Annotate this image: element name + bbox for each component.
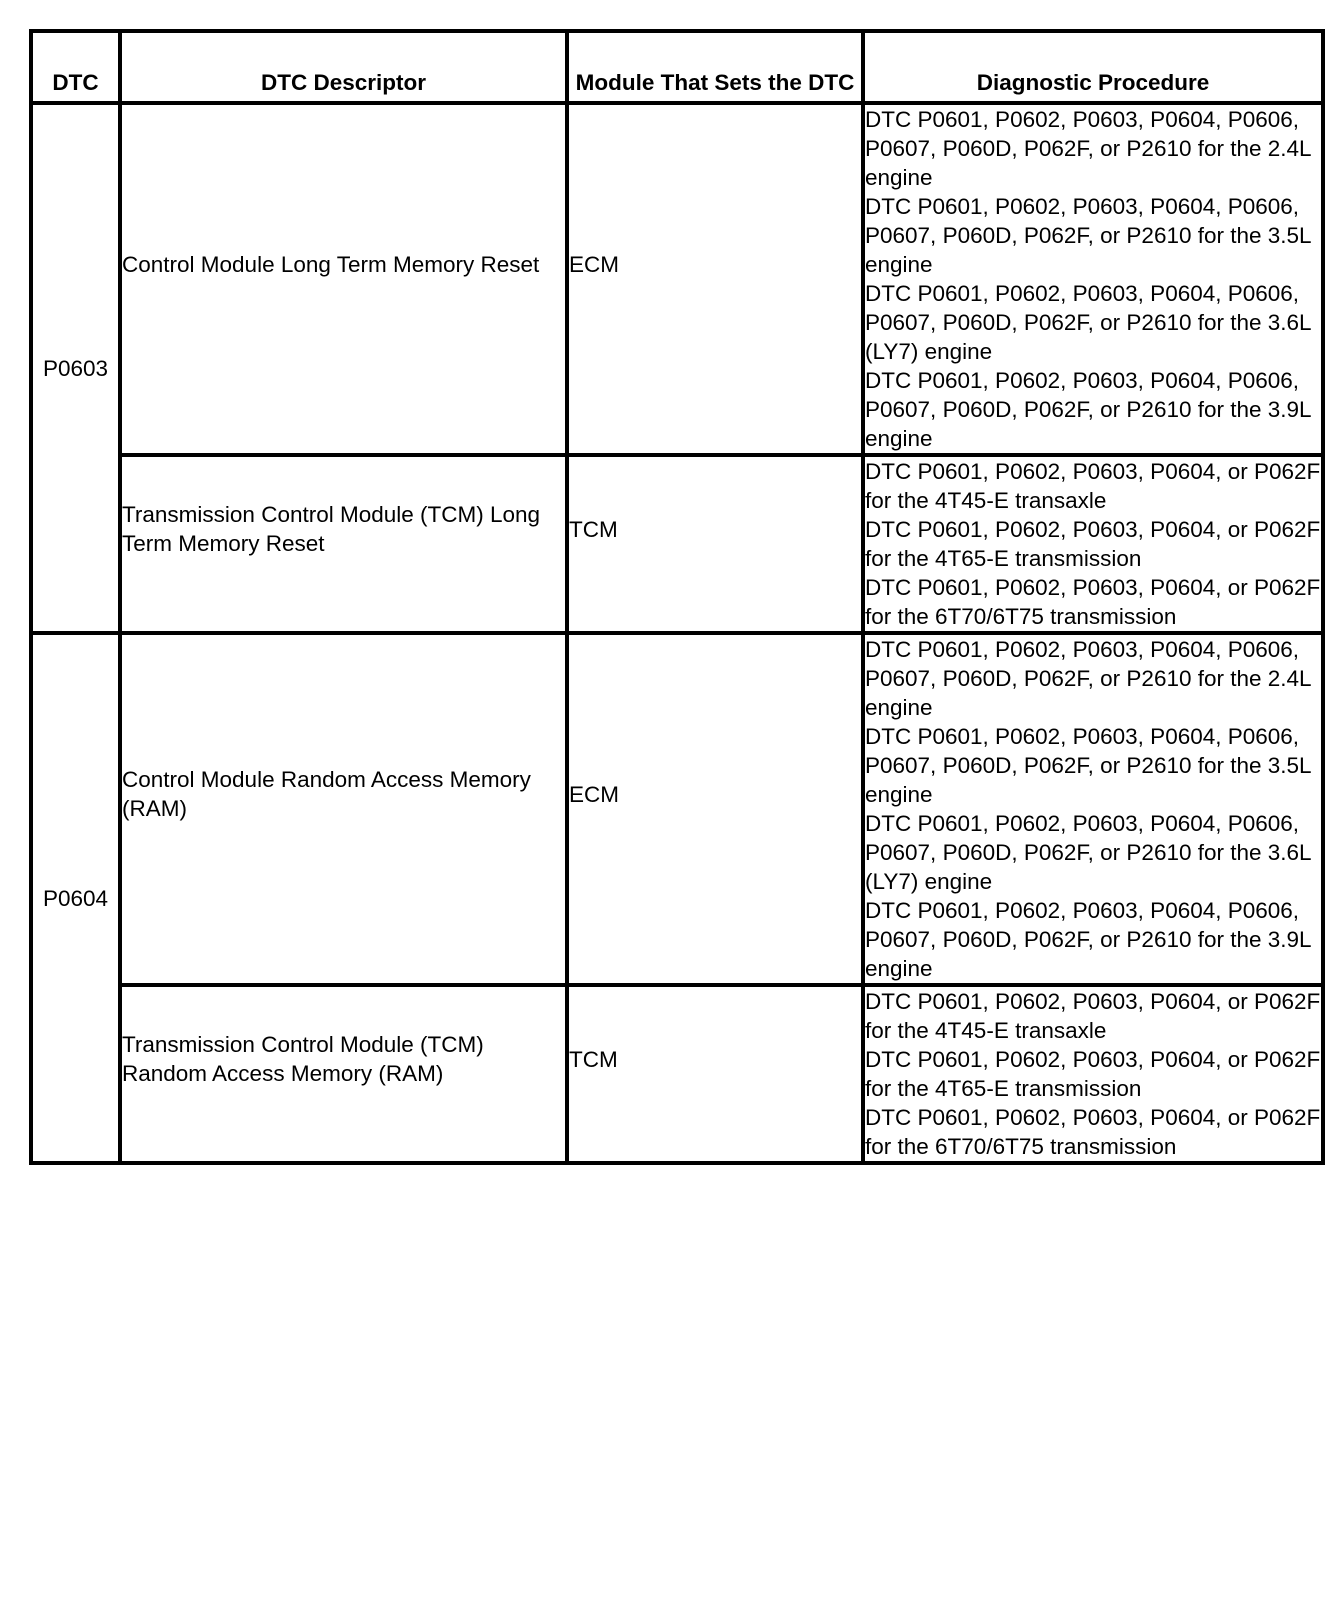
module-cell	[567, 633, 863, 985]
module-text: TCM	[569, 1046, 618, 1072]
descriptor-cell	[120, 985, 567, 1163]
descriptor-text: Transmission Control Module (TCM) Long Term Memory Reset	[122, 502, 541, 556]
module-text: ECM	[569, 781, 619, 807]
table-row	[31, 633, 1323, 985]
module-cell	[567, 985, 863, 1163]
descriptor-text: Transmission Control Module (TCM) Random Access Memory (RAM)	[122, 1032, 484, 1086]
procedure-link[interactable]: DTC P0601, P0602, P0603, P0604, P0606, P0607, P060D, P062F, or P2610 for the 3.9L engine	[865, 368, 1311, 451]
procedure-link[interactable]: DTC P0601, P0602, P0603, P0604, P0606, P0607, P060D, P062F, or P2610 for the 3.5L engine	[865, 194, 1311, 277]
procedure-cell	[863, 455, 1323, 633]
procedure-link[interactable]: DTC P0601, P0602, P0603, P0604, or P062F for the 4T65-E transmission	[865, 517, 1321, 571]
module-cell	[567, 103, 863, 455]
table-row	[31, 455, 1323, 633]
descriptor-cell	[120, 455, 567, 633]
procedure-link[interactable]: DTC P0601, P0602, P0603, P0604, or P062F for the 4T65-E transmission	[865, 1047, 1321, 1101]
descriptor-cell	[120, 103, 567, 455]
header-dtc: DTC	[31, 31, 120, 103]
module-text: TCM	[569, 516, 618, 542]
descriptor-text: Control Module Random Access Memory (RAM)	[122, 767, 531, 821]
procedure-link[interactable]: DTC P0601, P0602, P0603, P0604, P0606, P0607, P060D, P062F, or P2610 for the 3.6L (LY7) engine	[865, 281, 1311, 364]
procedure-cell	[863, 633, 1323, 985]
module-cell	[567, 455, 863, 633]
table-row	[31, 103, 1323, 455]
procedure-link[interactable]: DTC P0601, P0602, P0603, P0604, P0606, P0607, P060D, P062F, or P2610 for the 2.4L engine	[865, 107, 1311, 190]
procedure-link[interactable]: DTC P0601, P0602, P0603, P0604, or P062F for the 6T70/6T75 transmission	[865, 575, 1321, 629]
procedure-cell	[863, 985, 1323, 1163]
dtc-code-cell: P0603	[31, 103, 120, 633]
procedure-link[interactable]: DTC P0601, P0602, P0603, P0604, P0606, P0607, P060D, P062F, or P2610 for the 3.6L (LY7) engine	[865, 811, 1311, 894]
descriptor-text: Control Module Long Term Memory Reset	[122, 251, 540, 277]
procedure-link[interactable]: DTC P0601, P0602, P0603, P0604, or P062F for the 4T45-E transaxle	[865, 459, 1321, 513]
procedure-link[interactable]: DTC P0601, P0602, P0603, P0604, P0606, P0607, P060D, P062F, or P2610 for the 3.9L engine	[865, 898, 1311, 981]
procedure-cell	[863, 103, 1323, 455]
module-text: ECM	[569, 251, 619, 277]
descriptor-cell	[120, 633, 567, 985]
table-body	[31, 103, 1323, 1163]
procedure-link[interactable]: DTC P0601, P0602, P0603, P0604, or P062F for the 4T45-E transaxle	[865, 989, 1321, 1043]
header-module: Module That Sets the DTC	[567, 31, 863, 103]
dtc-code-cell: P0604	[31, 633, 120, 1163]
procedure-link[interactable]: DTC P0601, P0602, P0603, P0604, P0606, P0607, P060D, P062F, or P2610 for the 3.5L engine	[865, 724, 1311, 807]
table-row	[31, 985, 1323, 1163]
table-header	[31, 31, 1323, 103]
header-descriptor: DTC Descriptor	[120, 31, 567, 103]
header-row	[31, 31, 1323, 103]
procedure-link[interactable]: DTC P0601, P0602, P0603, P0604, P0606, P0607, P060D, P062F, or P2610 for the 2.4L engine	[865, 637, 1311, 720]
dtc-table	[29, 29, 1325, 1165]
procedure-link[interactable]: DTC P0601, P0602, P0603, P0604, or P062F for the 6T70/6T75 transmission	[865, 1105, 1321, 1159]
header-procedure: Diagnostic Procedure	[863, 31, 1323, 103]
